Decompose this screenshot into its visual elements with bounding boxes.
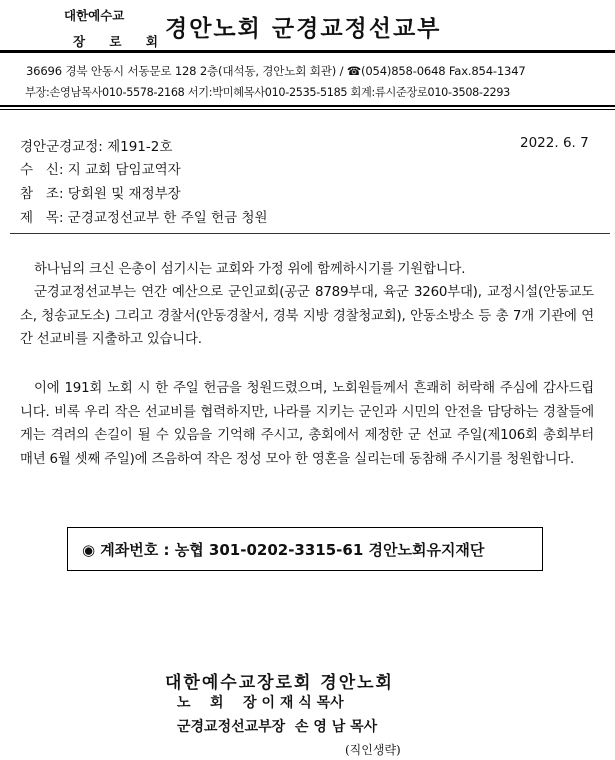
header-divider-top <box>0 105 615 107</box>
meta-divider <box>10 233 610 234</box>
org-name-line2: 장 로 회 <box>73 34 168 49</box>
document-number: 경안군경교정: 제191-2호 <box>20 139 173 155</box>
account-info-text: ◉ 계좌번호 : 농협 301-0202-3315-61 경안노회유지재단 <box>82 541 485 559</box>
recipient-line: 수 신: 지 교회 담임교역자 <box>20 162 181 178</box>
account-info-box <box>67 527 543 571</box>
org-name-line1: 대한예수교 <box>64 8 125 23</box>
signature-organization: 대한예수교장로회 경안노회 <box>165 673 394 693</box>
body-paragraph-greeting: 하나님의 크신 은총이 섬기시는 교회와 가정 위에 함께하시기를 기원합니다. <box>34 262 466 277</box>
letterhead-address: 36696 경북 안동시 서동문로 128 2층(대석동, 경안노회 회관) / ☎(054)858-0648 Fax.854-1347 <box>26 64 526 78</box>
signature-department-head: 군경교정선교부장 손 영 남 목사 <box>177 719 378 735</box>
seal-omitted-note: (직인생략) <box>345 743 401 757</box>
header-divider-bottom <box>0 109 615 110</box>
subject-line: 제 목: 군경교정선교부 한 주일 헌금 청원 <box>20 210 268 226</box>
signature-moderator: 노 회 장 이 재 식 목사 <box>177 695 344 711</box>
letterhead-title: 경안노회 군경교정선교부 <box>165 16 442 42</box>
body-paragraph-budget: 군경교정선교부는 연간 예산으로 군인교회(공군 8789부대, 육군 3260부대), 교정시설(안동교도소, 청송교도소) 그리고 경찰서(안동경찰서, 경북 지방 경찰청교회), 안동소방소 등 총 7개 기관에 연간 선교비를 지출하고 있습니다. <box>20 285 594 347</box>
body-paragraph-request: 이에 191회 노회 시 한 주일 헌금을 청원드렸으며, 노회원들께서 흔쾌히 허락해 주심에 감사드립니다. 비록 우리 작은 선교비를 협력하지만, 나라를 지키는 군인과 시민의 안전을 담당하는 경찰들에게는 격려의 손길이 될 수 있음을 기억해 주시고, 총회에서 제정한 군 선교 주일(제106회 총회부터 매년 6월 셋째 주일)에 즈음하여 작은 정성 모아 한 영혼을 실리는데 동참해 주시기를 청원합니다. <box>20 381 594 467</box>
letterhead-staff-contacts: 부장:손영남목사010-5578-2168 서기:박미혜목사010-2535-5185 회계:류시준장로010-3508-2293 <box>25 86 510 99</box>
reference-line: 참 조: 당회원 및 재정부장 <box>20 186 181 202</box>
document-date: 2022. 6. 7 <box>520 135 589 151</box>
letterhead-divider <box>0 50 615 53</box>
